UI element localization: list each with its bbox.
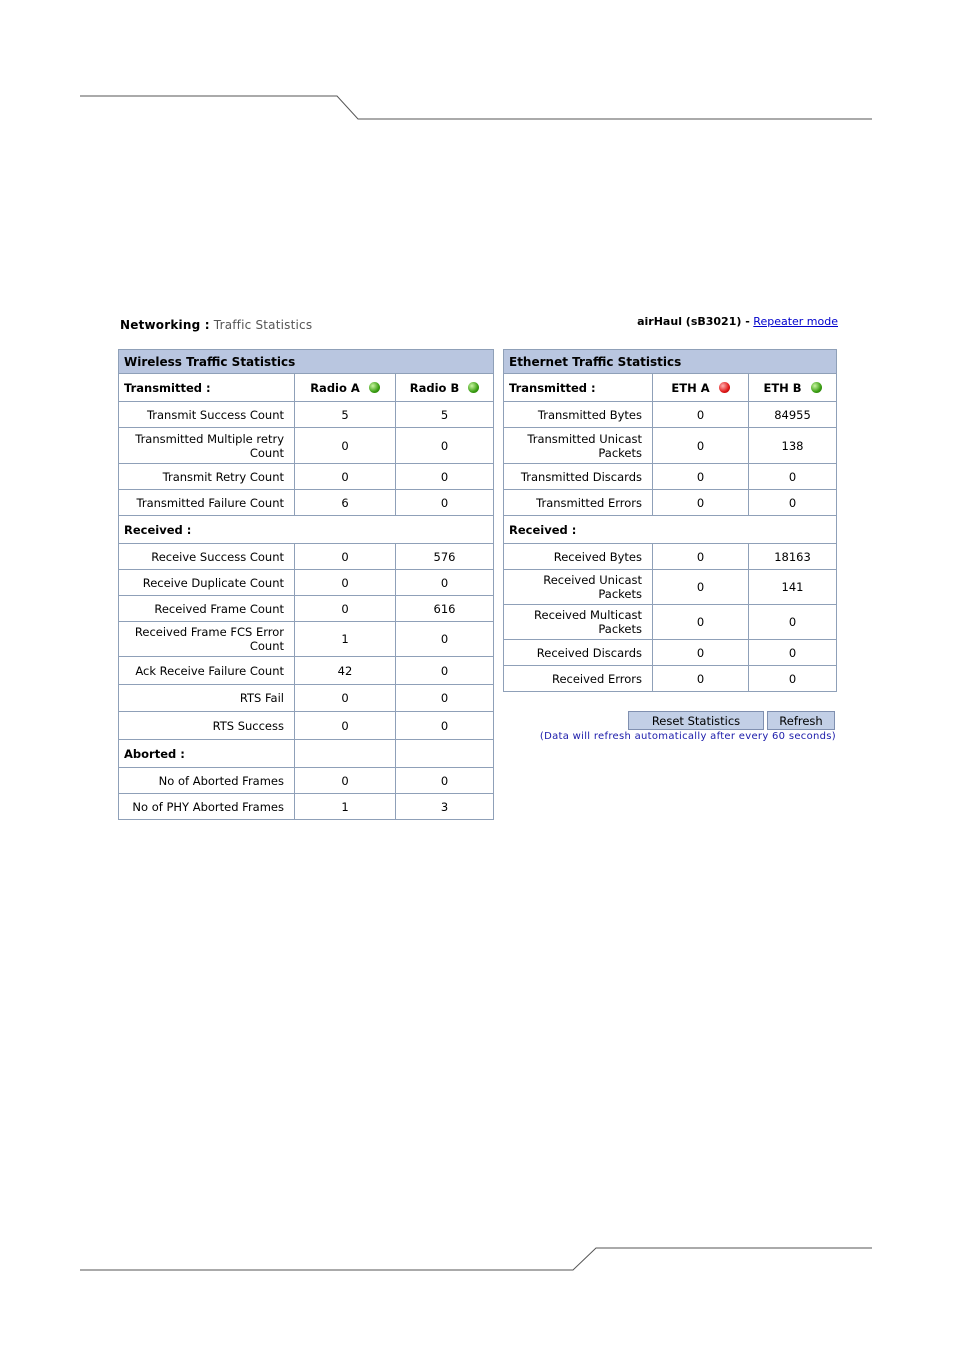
column-label: Radio A [310, 380, 360, 395]
value-a: 1 [295, 794, 396, 820]
row-label: Transmit Success Count [119, 402, 295, 428]
row-label: Received Multicast Packets [504, 605, 653, 640]
table-row [119, 464, 494, 490]
row-label: Transmitted Discards [504, 464, 653, 490]
status-dot-icon [468, 382, 479, 393]
row-label: Transmitted Bytes [504, 402, 653, 428]
section-label: Transmitted : [504, 374, 653, 402]
status-dot-icon [811, 382, 822, 393]
value-a: 0 [295, 544, 396, 570]
repeater-mode-link[interactable]: Repeater mode [753, 315, 838, 328]
status-dot-icon [369, 382, 380, 393]
row-label: Received Frame FCS Error Count [119, 622, 295, 657]
table-row [504, 544, 837, 570]
table-row [119, 768, 494, 794]
value-a: 0 [653, 402, 749, 428]
section-label: Transmitted : [119, 374, 295, 402]
row-label: Received Errors [504, 666, 653, 692]
value-b: 141 [749, 570, 837, 605]
value-b: 0 [749, 464, 837, 490]
table-row [504, 428, 837, 464]
row-label: Received Bytes [504, 544, 653, 570]
table-row [504, 464, 837, 490]
table-row [119, 794, 494, 820]
value-b: 0 [396, 622, 494, 657]
ethernet-traffic-table [503, 349, 837, 692]
row-label: Received Discards [504, 640, 653, 666]
table-row [504, 605, 837, 640]
value-b: 138 [749, 428, 837, 464]
value-b: 576 [396, 544, 494, 570]
section-header-row [119, 374, 494, 402]
section-label: Received : [119, 516, 494, 544]
table-row [119, 712, 494, 740]
table-row [119, 570, 494, 596]
row-label: RTS Fail [119, 685, 295, 712]
device-name: airHaul (sB3021) - [637, 315, 750, 328]
table-title: Wireless Traffic Statistics [119, 350, 494, 374]
value-b: 0 [396, 657, 494, 685]
row-label: Transmitted Errors [504, 490, 653, 516]
value-b: 18163 [749, 544, 837, 570]
section-header-row [119, 740, 494, 768]
section-label: Received : [504, 516, 837, 544]
value-b: 0 [396, 570, 494, 596]
column-header-b [749, 374, 837, 402]
value-a: 1 [295, 622, 396, 657]
value-a: 0 [295, 712, 396, 740]
row-label: Received Unicast Packets [504, 570, 653, 605]
table-row [504, 640, 837, 666]
section-header-row [504, 516, 837, 544]
column-header-a [295, 374, 396, 402]
value-b: 616 [396, 596, 494, 622]
table-row [119, 685, 494, 712]
value-b: 0 [396, 685, 494, 712]
row-label: Receive Duplicate Count [119, 570, 295, 596]
refresh-button[interactable]: Refresh [767, 711, 835, 730]
reset-statistics-button[interactable]: Reset Statistics [628, 711, 764, 730]
section-header-row [119, 516, 494, 544]
blank-cell [295, 740, 396, 768]
value-b: 84955 [749, 402, 837, 428]
value-a: 0 [295, 768, 396, 794]
value-b: 0 [749, 666, 837, 692]
device-info [637, 315, 838, 328]
table-title-row [504, 350, 837, 374]
table-row [119, 622, 494, 657]
breadcrumb [120, 318, 312, 332]
row-label: Transmitted Unicast Packets [504, 428, 653, 464]
value-a: 42 [295, 657, 396, 685]
value-b: 0 [396, 712, 494, 740]
section-header-row [504, 374, 837, 402]
value-b: 0 [396, 768, 494, 794]
table-row [504, 666, 837, 692]
column-header-a [653, 374, 749, 402]
value-a: 0 [653, 490, 749, 516]
value-b: 0 [749, 640, 837, 666]
row-label: Received Frame Count [119, 596, 295, 622]
value-a: 0 [295, 464, 396, 490]
blank-cell [396, 740, 494, 768]
breadcrumb-section: Networking : [120, 318, 210, 332]
table-title-row [119, 350, 494, 374]
column-label: Radio B [409, 380, 460, 395]
status-dot-icon [719, 382, 730, 393]
table-row [504, 402, 837, 428]
value-a: 0 [295, 570, 396, 596]
value-a: 5 [295, 402, 396, 428]
column-label: ETH A [671, 380, 710, 395]
value-a: 0 [295, 596, 396, 622]
table-row [119, 402, 494, 428]
table-row [119, 544, 494, 570]
value-b: 0 [396, 490, 494, 516]
row-label: RTS Success [119, 712, 295, 740]
table-row [119, 428, 494, 464]
row-label: Ack Receive Failure Count [119, 657, 295, 685]
value-a: 0 [653, 570, 749, 605]
breadcrumb-page: Traffic Statistics [213, 318, 313, 332]
column-label: ETH B [763, 380, 802, 395]
row-label: No of Aborted Frames [119, 768, 295, 794]
value-a: 0 [653, 666, 749, 692]
table-title: Ethernet Traffic Statistics [504, 350, 837, 374]
refresh-note: (Data will refresh automatically after every 60 seconds) [539, 731, 836, 742]
value-a: 6 [295, 490, 396, 516]
value-b: 0 [396, 464, 494, 490]
table-row [504, 570, 837, 605]
row-label: No of PHY Aborted Frames [119, 794, 295, 820]
table-row [119, 490, 494, 516]
value-a: 0 [653, 640, 749, 666]
table-row [119, 657, 494, 685]
value-b: 0 [749, 605, 837, 640]
value-b: 5 [396, 402, 494, 428]
row-label: Receive Success Count [119, 544, 295, 570]
value-a: 0 [653, 605, 749, 640]
value-a: 0 [653, 544, 749, 570]
value-a: 0 [653, 428, 749, 464]
value-a: 0 [295, 428, 396, 464]
section-label: Aborted : [119, 740, 295, 768]
column-header-b [396, 374, 494, 402]
value-b: 0 [749, 490, 837, 516]
row-label: Transmitted Multiple retry Count [119, 428, 295, 464]
value-b: 0 [396, 428, 494, 464]
value-a: 0 [653, 464, 749, 490]
row-label: Transmit Retry Count [119, 464, 295, 490]
value-a: 0 [295, 685, 396, 712]
row-label: Transmitted Failure Count [119, 490, 295, 516]
value-b: 3 [396, 794, 494, 820]
table-row [504, 490, 837, 516]
wireless-traffic-table [118, 349, 494, 820]
table-row [119, 596, 494, 622]
